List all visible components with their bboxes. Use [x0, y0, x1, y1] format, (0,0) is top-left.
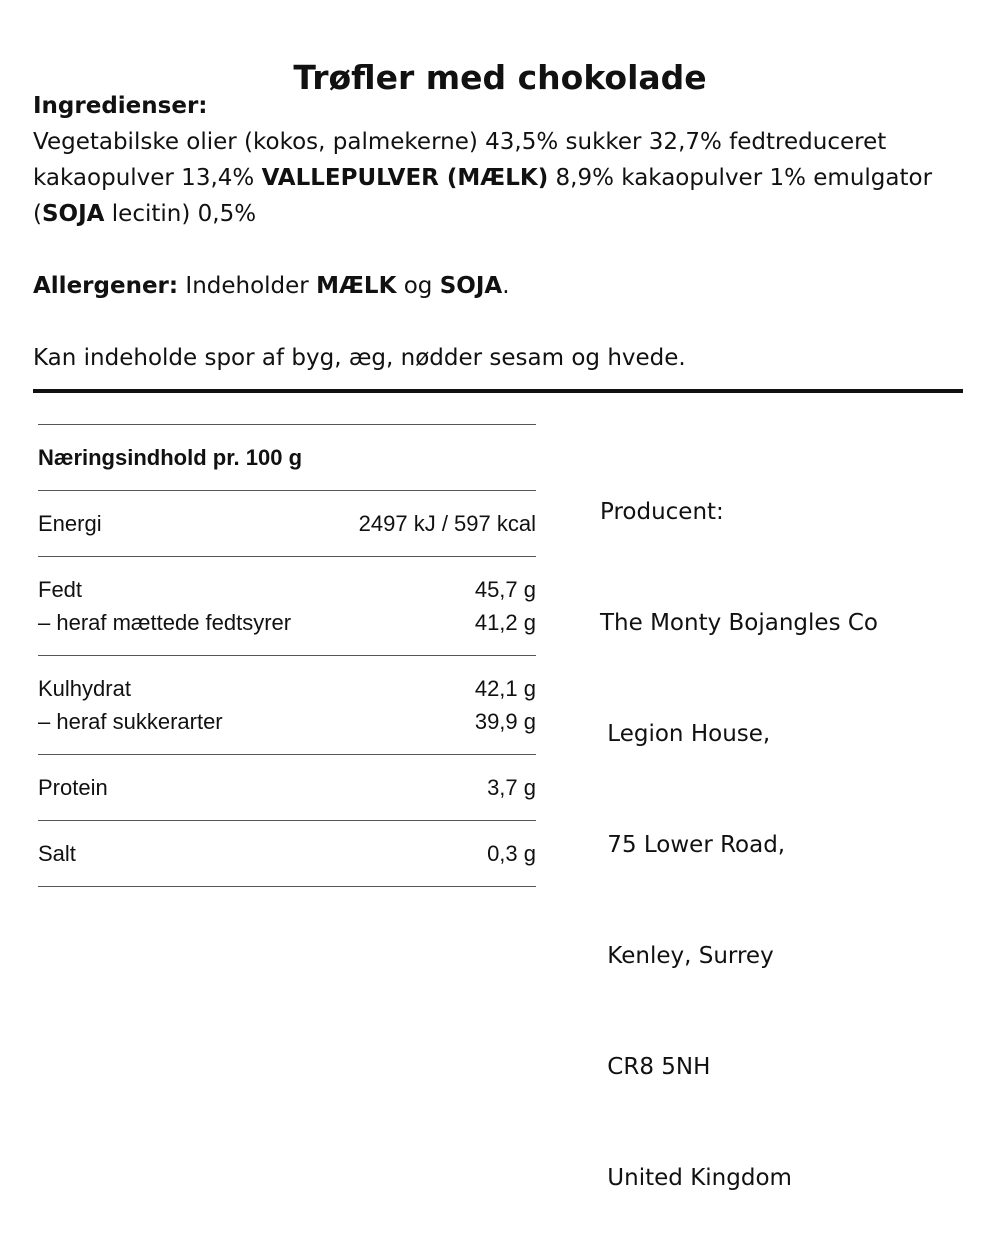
allergen-milk: MÆLK [316, 273, 397, 299]
product-title: Trøfler med chokolade [293, 58, 707, 97]
producer-address-line: Legion House, [600, 721, 771, 747]
allergens-text-mid: og [396, 273, 440, 299]
allergens-label: Allergener: [33, 273, 179, 299]
ingredients-line-2-post: 8,9% kakaopulver 1% emulgator [548, 165, 933, 191]
nutrition-label: – heraf sukkerarter [38, 709, 223, 734]
section-divider [33, 389, 963, 393]
producer-country: United Kingdom [600, 1165, 792, 1191]
nutrition-value: 0,3 g [487, 841, 536, 866]
ingredients-line-3-post: lecitin) 0,5% [104, 201, 257, 227]
traces-statement: Kan indeholde spor af byg, æg, nødder sesam og hvede. [33, 345, 686, 371]
producer-name: The Monty Bojangles Co [600, 610, 878, 636]
allergen-soy-statement: SOJA [439, 273, 503, 299]
nutrition-value: 39,9 g [474, 709, 536, 734]
nutrition-row-fat [38, 573, 536, 606]
nutrition-group-salt [38, 820, 536, 887]
nutrition-row-energy [38, 507, 536, 540]
allergens-statement [33, 268, 968, 304]
ingredients-line-2 [33, 160, 968, 196]
nutrition-header-group [38, 424, 536, 490]
nutrition-group-fat [38, 556, 536, 655]
nutrition-row-protein [38, 771, 536, 804]
nutrition-group-energy [38, 490, 536, 556]
ingredients-line-3-pre: ( [33, 201, 42, 227]
producer-postcode: CR8 5NH [600, 1054, 711, 1080]
producer-label: Producent: [600, 499, 724, 525]
nutrition-group-carbohydrate [38, 655, 536, 754]
nutrition-label: Fedt [38, 577, 83, 602]
nutrition-label: – heraf mættede fedtsyrer [38, 610, 292, 635]
nutrition-value: 41,2 g [474, 610, 536, 635]
nutrition-header [38, 441, 536, 474]
nutrition-value: 45,7 g [474, 577, 536, 602]
nutrition-label: Kulhydrat [38, 676, 131, 701]
ingredients-line-2-pre: kakaopulver 13,4% [33, 165, 262, 191]
ingredients-line-1: Vegetabilske olier (kokos, palmekerne) 43,5% sukker 32,7% fedtreduceret [33, 129, 887, 155]
nutrition-value: 3,7 g [487, 775, 536, 800]
nutrition-value: 42,1 g [474, 676, 536, 701]
producer-address-line: 75 Lower Road, [600, 832, 786, 858]
nutrition-header-label: Næringsindhold pr. 100 g [38, 445, 303, 470]
allergens-text-post: . [502, 273, 510, 299]
producer-address-line: Kenley, Surrey [600, 943, 774, 969]
allergen-whey-milk: VALLEPULVER (MÆLK) [261, 165, 549, 191]
ingredients-heading: Ingredienser: [33, 93, 208, 119]
nutrition-table [38, 424, 536, 887]
nutrition-value: 2497 kJ / 597 kcal [358, 511, 536, 536]
nutrition-row-carbohydrate [38, 672, 536, 705]
nutrition-row-sugars [38, 705, 536, 738]
producer-address [600, 420, 980, 1234]
nutrition-row-saturated-fat [38, 606, 536, 639]
nutrition-label: Energi [38, 511, 102, 536]
ingredients-line-3 [33, 196, 968, 232]
nutrition-row-salt [38, 837, 536, 870]
allergen-soy: SOJA [41, 201, 105, 227]
ingredients-text [33, 124, 968, 232]
nutrition-label: Salt [38, 841, 76, 866]
nutrition-label: Protein [38, 775, 108, 800]
nutrition-group-protein [38, 754, 536, 820]
allergens-text-pre: Indeholder [178, 273, 317, 299]
